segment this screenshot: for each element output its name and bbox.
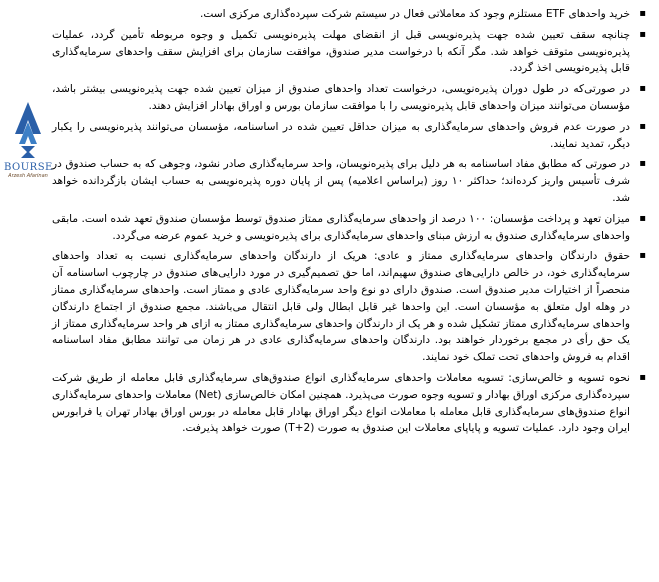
bullet-item: ▪ چنانچه سقف تعیین شده جهت پذیره‌نویسی قبل از انقضای مهلت پذیره‌نویسی تکمیل و وجوه مربوطه تأمین گردد، عملیات پذیره‌نویسی متوقف خواهد شد. مگر آنکه با درخواست مدیر صندوق، موافقت سازمان برای افزایش سقف واحدهای سرمایه‌گذاری قابل پذیره‌نویسی اخذ گردد. [52,27,646,77]
bourse-logo [4,100,52,190]
bullet-list [52,6,646,437]
logo-name: BOURSE [4,162,53,173]
document-body [52,6,646,441]
bullet-item: ▪ در صورت عدم فروش واحدهای سرمایه‌گذاری به میزان حداقل تعیین شده در اساسنامه، مؤسسان می‌توانند پذیره‌نویسی را یکبار دیگر، تمدید نمایند. [52,119,646,153]
bullet-item: ▪ حقوق دارندگان واحدهای سرمایه‌گذاری ممتاز و عادی: هریک از دارندگان واحدهای سرمایه‌گذاری نسبت به تعداد واحدهای سرمایه‌گذاری خود، در خالص دارایی‌های صندوق سهیم‌اند، اما حق تصمیم‌گیری در مورد دارایی‌های صندوق در چارچوب اساسنامه آن منحصراً از اختیارات مدیر صندوق است. صندوق دارای دو نوع واحد سرمایه‌گذاری عادی و ممتاز است. واحدهای سرمایه‌گذاری ممتاز در وهله اول متعلق به مؤسسان است. این واحدها غیر قابل ابطال ولی قابل انتقال می‌باشند. مجمع صندوق از اجتماع دارندگان واحدهای سرمایه‌گذاری ممتاز تشکیل شده و هر یک از دارندگان واحدهای سرمایه‌گذاری ممتاز به ازای هر واحد سرمایه‌گذاری ممتاز از یک حق رأی در مجمع برخوردار خواهند بود. دارندگان واحدهای سرمایه‌گذاری عادی در هر زمان می توانند مطابق مفاد اساسنامه اقدام به فروش واحدهای تحت تملک خود نمایند. [52,248,646,366]
logo-tagline: Arzesh Afarinan [8,173,48,179]
bullet-item: ▪ خرید واحدهای ETF مستلزم وجود کد معاملاتی فعال در سیستم شرکت سپرده‌گذاری مرکزی است. [52,6,646,23]
bullet-item: ▪ میزان تعهد و پرداخت مؤسسان: ۱۰۰ درصد از واحدهای سرمایه‌گذاری ممتاز صندوق توسط مؤسسان صندوق تعهد شده است. مابقی واحدهای سرمایه‌گذاری صندوق به ارزش مبنای واحدهای سرمایه‌گذاری برای پذیره‌نویسی و خرید عموم عرضه می‌گردد. [52,211,646,245]
bullet-item: ▪ در صورتی که مطابق مفاد اساسنامه به هر دلیل برای پذیره‌نویسان، واحد سرمایه‌گذاری صادر نشود، وجوهی که به حساب صندوق در شرف تأسیس واریز کرده‌اند؛ حداکثر ۱۰ روز (براساس اعلامیه) پس از پایان دوره پذیره‌نویسی به حساب ایشان بازگردانده خواهد شد. [52,156,646,206]
bullet-item: ▪ نحوه تسویه و خالص‌سازی: تسویه معاملات واحدهای سرمایه‌گذاری انواع صندوق‌های سرمایه‌گذاری قابل معامله از طریق شرکت سپرده‌گذاری مرکزی اوراق بهادار و تسویه وجوه صورت می‌پذیرد. همچنین امکان خالص‌سازی (Net) معاملات واحدهای سرمایه‌گذاری انواع صندوق‌های سرمایه‌گذاری قابل معامله با معاملات انواع دیگر اوراق بهادار قابل معامله در بورس اوراق بهادار تهران یا فرابورس ایران وجود دارد. عملیات تسویه و پایاپای معاملات این صندوق به صورت (T+2) صورت خواهد پذیرفت. [52,370,646,437]
bullet-item: ▪ در صورتی‌که در طول دوران پذیره‌نویسی، درخواست تعداد واحدهای صندوق از میزان تعیین شده جهت پذیره‌نویسی بیشتر باشد، مؤسسان می‌توانند میزان واحدهای قابل پذیره‌نویسی را با موافقت سازمان بورس و اوراق بهادار افزایش دهند. [52,81,646,115]
bourse-emblem-icon [11,100,45,162]
